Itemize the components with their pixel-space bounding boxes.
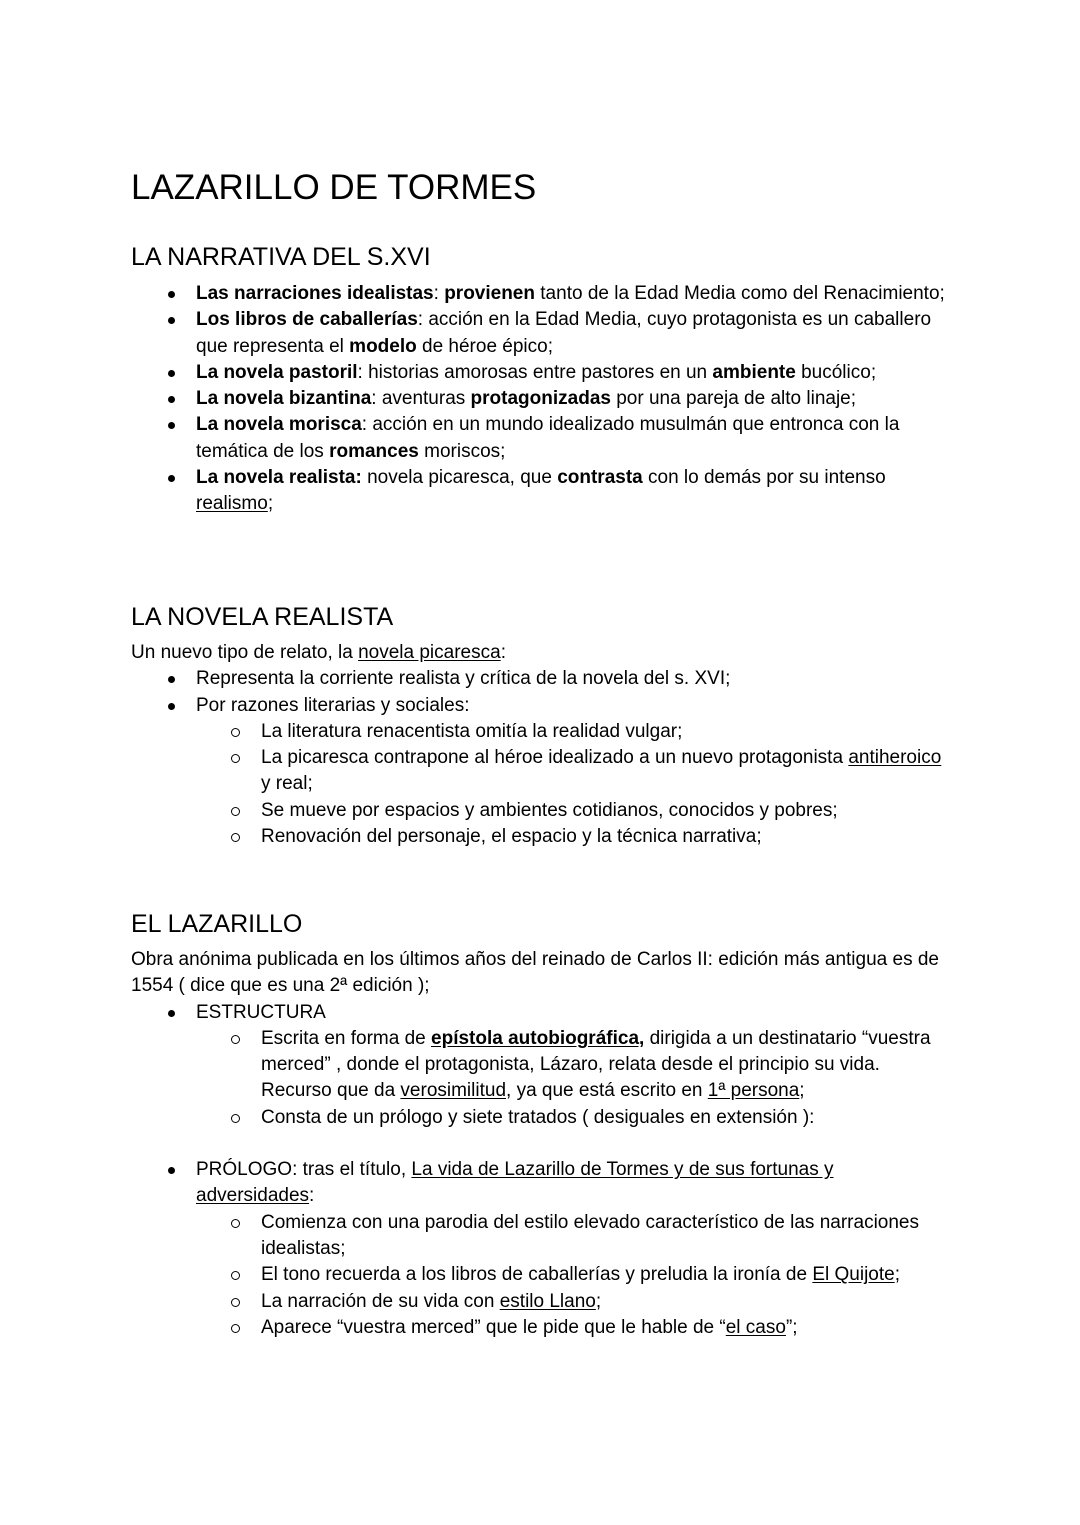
prologo-sublist: [131, 1210, 951, 1341]
list-item: La novela pastoril: historias amorosas entre pastores en un ambiente bucólico;: [131, 360, 951, 386]
sub-list-item: Renovación del personaje, el espacio y la técnica narrativa;: [131, 824, 951, 850]
lazarillo-list: [131, 1000, 951, 1026]
list-item: Representa la corriente realista y crítica de la novela del s. XVI;: [131, 666, 951, 692]
sub-list-item: Escrita en forma de epístola autobiográfica, dirigida a un destinatario “vuestra merced” , donde el protagonista, Lázaro, relata desde el principio su vida. Recurso que da verosimilitud, ya que está escrito en 1ª persona;: [131, 1026, 951, 1105]
section-intro: Un nuevo tipo de relato, la novela picaresca:: [131, 642, 506, 663]
sub-list-item: Aparece “vuestra merced” que le pide que le hable de “el caso”;: [131, 1315, 951, 1341]
list-item: La novela morisca: acción en un mundo idealizado musulmán que entronca con la temática de los romances moriscos;: [131, 412, 951, 465]
list-item: Los libros de caballerías: acción en la Edad Media, cuyo protagonista es un caballero que representa el modelo de héroe épico;: [131, 307, 951, 360]
sub-list-item: Comienza con una parodia del estilo elevado característico de las narraciones idealistas;: [131, 1210, 951, 1263]
section-novela-realista: [131, 601, 951, 850]
section-narrativa: [131, 241, 951, 518]
list-item: La novela realista: novela picaresca, que contrasta con lo demás por su intenso realismo;: [131, 465, 951, 518]
list-item-estructura: ESTRUCTURA: [131, 1000, 951, 1026]
sub-list-item: Consta de un prólogo y siete tratados ( desiguales en extensión ):: [131, 1105, 951, 1131]
sub-list-item: La literatura renacentista omitía la realidad vulgar;: [131, 719, 951, 745]
section-el-lazarillo: [131, 908, 951, 1341]
prologo-list: [131, 1157, 951, 1210]
section-heading: LA NOVELA REALISTA: [131, 603, 394, 631]
spacer: [131, 1131, 951, 1157]
section-heading: EL LAZARILLO: [131, 910, 303, 938]
sub-list-item: La picaresca contrapone al héroe idealizado a un nuevo protagonista antiheroico y real;: [131, 745, 951, 798]
sub-list-item: Se mueve por espacios y ambientes cotidianos, conocidos y pobres;: [131, 798, 951, 824]
document-title: LAZARILLO DE TORMES: [131, 168, 537, 207]
sub-list-item: La narración de su vida con estilo Llano;: [131, 1289, 951, 1315]
narrativa-list: [131, 281, 951, 518]
list-item-prologo: PRÓLOGO: tras el título, La vida de Lazarillo de Tormes y de sus fortunas y adversidades:: [131, 1157, 951, 1210]
sub-list-item: El tono recuerda a los libros de caballerías y preludia la ironía de El Quijote;: [131, 1262, 951, 1288]
list-item: La novela bizantina: aventuras protagonizadas por una pareja de alto linaje;: [131, 386, 951, 412]
realista-sublist: [131, 719, 951, 850]
list-item: Por razones literarias y sociales:: [131, 693, 951, 719]
section-intro: Obra anónima publicada en los últimos años del reinado de Carlos II: edición más antigua es de 1554 ( dice que es una 2ª edición );: [131, 949, 939, 997]
estructura-sublist: [131, 1026, 951, 1131]
section-heading: LA NARRATIVA DEL S.XVI: [131, 243, 431, 271]
list-item: Las narraciones idealistas: provienen tanto de la Edad Media como del Renacimiento;: [131, 281, 951, 307]
realista-list: [131, 666, 951, 719]
